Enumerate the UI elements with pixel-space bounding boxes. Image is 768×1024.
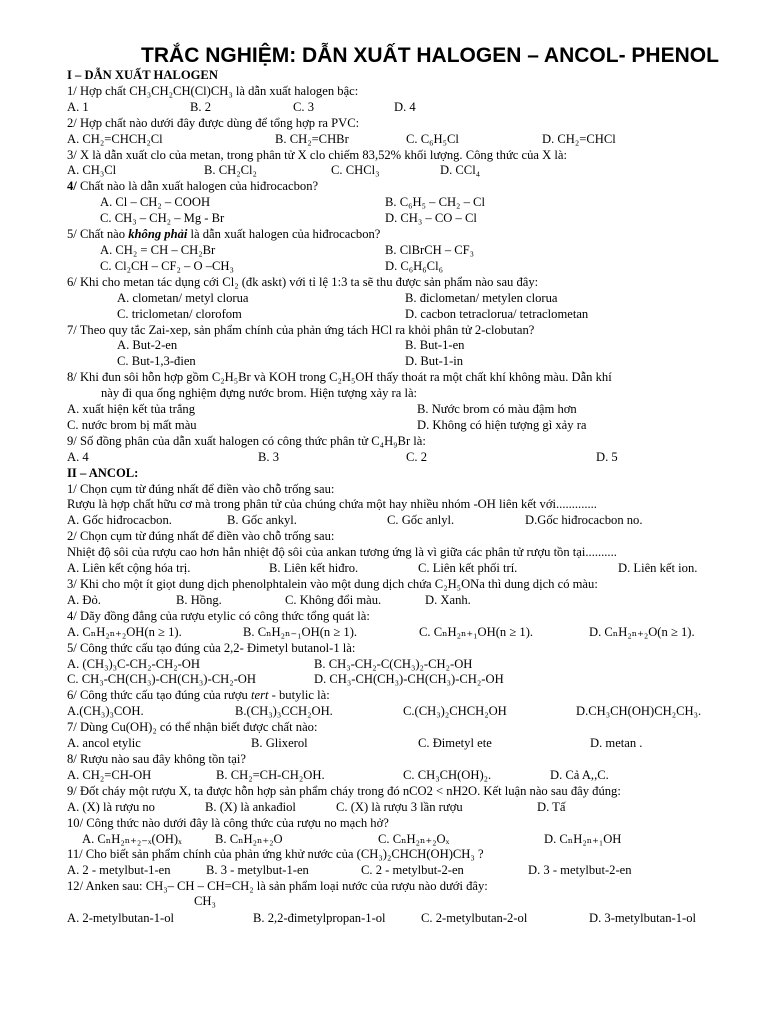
question-text-post: là dẫn xuất halogen của hiđrocacbon? — [187, 227, 381, 242]
answer-b: B. Nước brom có màu đậm hơn — [417, 402, 577, 417]
answer-a: A. Cl – CH₂ – COOH — [100, 195, 211, 210]
answer-c: C. triclometan/ clorofom — [117, 306, 242, 321]
question-a3: 3/ Khi cho một ít giọt dung dịch phenolphtalein vào một dung dịch chứa C₂H₅ONa thì dung dịch có màu: — [67, 577, 598, 591]
answer-b: B. CH₂=CHBr — [275, 131, 349, 146]
answer-d: D. Xanh. — [425, 592, 471, 607]
answers-a5-row2 — [67, 672, 768, 688]
answer-a: A. CH₃Cl — [67, 163, 117, 178]
answer-a: A. clometan/ metyl clorua — [117, 290, 249, 305]
answer-b: B.(CH₃)₃CCH₂OH. — [235, 704, 333, 719]
question-number: 4/ — [67, 179, 77, 194]
answer-b: B. But-1-en — [405, 338, 465, 353]
answers-a6 — [67, 704, 768, 720]
question-7: 7/ Theo quy tắc Zai-xep, sản phẩm chính của phản ứng tách HCl ra khỏi phân tử 2-clobutan? — [67, 322, 535, 337]
answer-c: C. Liên kết phối trí. — [418, 561, 518, 576]
question-a2-cont: Nhiệt độ sôi của rượu cao hơn hẳn nhiệt độ sôi của ankan tương ứng là vì giữa các phân tử rượu tồn tại.......... — [67, 545, 617, 560]
question-text: Chất nào là dẫn xuất halogen của hiđrocacbon? — [76, 179, 319, 194]
answer-c: C. nước brom bị mất màu — [67, 417, 197, 432]
answer-d: D.Gốc hiđrocacbon no. — [525, 513, 643, 528]
answers-q6-row1 — [67, 291, 768, 307]
answers-a8 — [67, 768, 768, 784]
answers-a9 — [67, 800, 768, 816]
answer-d: D.CH₃CH(OH)CH₂CH₃. — [576, 704, 702, 719]
question-a10: 10/ Công thức nào dưới đây là công thức của rượu no mạch hở? — [67, 815, 389, 830]
question-a5: 5/ Công thức cấu tạo đúng của 2,2- Đimetyl butanol-1 là: — [67, 640, 356, 655]
answers-q8-row2 — [67, 418, 768, 434]
answers-q3 — [67, 163, 768, 179]
question-a12-branch: CH₃ — [194, 894, 216, 909]
answer-c: C. 2-metylbutan-2-ol — [421, 911, 528, 926]
answer-a: A. Liên kết cộng hóa trị. — [67, 561, 191, 576]
answers-a10 — [67, 832, 768, 848]
answer-c: C. But-1,3-đien — [117, 354, 196, 369]
question-a11: 11/ Cho biết sản phẩm chính của phản ứng khử nước của (CH₃)₂CHCH(OH)CH₃ ? — [67, 847, 484, 862]
answer-d: D. C₆H₆Cl₆ — [385, 258, 443, 273]
answers-q1 — [67, 100, 768, 116]
answer-b: B. (X) là ankađiol — [205, 799, 296, 814]
answers-q7-row2 — [67, 354, 768, 370]
answer-c: C. Gốc anlyl. — [387, 513, 455, 528]
answer-d: D. CH₃ – CO – Cl — [385, 211, 477, 226]
answers-a2 — [67, 561, 768, 577]
answer-a: A. (CH₃)₃C-CH₂-CH₂-OH — [67, 656, 200, 671]
answer-a: A. (X) là rượu no — [67, 799, 155, 814]
answers-a5-row1 — [67, 657, 768, 673]
answer-a: A. Đỏ. — [67, 592, 101, 607]
answer-b: B. CH₃-CH₂-C(CH₃)₂-CH₂-OH — [314, 656, 473, 671]
answer-d: D. CₙH₂ₙ₊₁OH — [544, 831, 622, 846]
question-a7: 7/ Dùng Cu(OH)₂ có thể nhận biết được chất nào: — [67, 720, 318, 735]
question-8: 8/ Khi đun sôi hỗn hợp gồm C₂H₅Br và KOH trong C₂H₅OH thấy thoát ra một chất khí không màu. Dẫn khí — [67, 370, 612, 385]
answer-b: B. Hồng. — [176, 592, 222, 607]
question-8-cont: này đi qua ống nghiệm đựng nước brom. Hiện tượng xảy ra là: — [101, 386, 418, 401]
answers-q7-row1 — [67, 338, 768, 354]
answers-a11 — [67, 863, 768, 879]
answer-a: A.(CH₃)₃COH. — [67, 704, 144, 719]
answer-d: D. CₙH₂ₙ₊₂O(n ≥ 1). — [589, 624, 695, 639]
question-a1-cont: Rượu là hợp chất hữu cơ mà trong phân tử của chúng chứa một hay nhiều nhóm -OH liên kết với............. — [67, 497, 597, 512]
answers-q9 — [67, 450, 768, 466]
answers-q5-row1 — [67, 243, 768, 259]
answers-a4 — [67, 625, 768, 641]
answer-c: C. C₆H₅Cl — [406, 131, 459, 146]
answer-d: D. CCl₄ — [440, 163, 481, 178]
question-a6 — [67, 688, 768, 704]
answer-a: A. Gốc hiđrocacbon. — [67, 513, 172, 528]
answer-b: B. Liên kết hiđro. — [269, 561, 359, 576]
question-text-post: - butylic là: — [268, 688, 330, 703]
answer-d: D. Cả A,,C. — [550, 767, 609, 782]
answer-b: B. CₙH₂ₙ₊₂O — [215, 831, 283, 846]
question-2: 2/ Hợp chất nào dưới đây được dùng để tổng hợp ra PVC: — [67, 115, 360, 130]
answers-q4-row2 — [67, 211, 768, 227]
answer-d: D. CH₃-CH(CH₃)-CH(CH₃)-CH₂-OH — [314, 672, 504, 687]
section-heading-ancol: II – ANCOL: — [67, 465, 139, 480]
answer-b: B. 2 — [190, 99, 211, 114]
answers-q5-row2 — [67, 259, 768, 275]
answer-c: C. CH₃ – CH₂ – Mg - Br — [100, 211, 225, 226]
answer-d: D. metan . — [590, 736, 643, 751]
answer-b: B. Glixerol — [251, 736, 308, 751]
answer-a: A. CₙH₂ₙ₊₂OH(n ≥ 1). — [67, 624, 182, 639]
answer-c: C. Cl₂CH – CF₂ – O –CH₃ — [100, 258, 234, 273]
question-emphasis: không phải — [128, 227, 188, 242]
answer-a: A. 1 — [67, 99, 89, 114]
answer-b: B. CₙH₂ₙ₋₁OH(n ≥ 1). — [243, 624, 358, 639]
answer-d: D. 3 - metylbut-2-en — [528, 863, 632, 878]
answer-a: A. But-2-en — [117, 338, 178, 353]
page-title: TRẮC NGHIỆM: DẪN XUẤT HALOGEN – ANCOL- PHENOL — [141, 44, 719, 67]
answer-b: B. Gốc ankyl. — [227, 513, 297, 528]
question-1: 1/ Hợp chất CH₃CH₂CH(Cl)CH₃ là dẫn xuất halogen bậc: — [67, 83, 359, 98]
answer-b: B. điclometan/ metylen clorua — [405, 290, 558, 305]
answer-a: A. CH₂=CH-OH — [67, 767, 152, 782]
answer-c: C. CHCl₃ — [331, 163, 380, 178]
question-4 — [67, 179, 768, 195]
question-5 — [67, 227, 768, 243]
answers-q8-row1 — [67, 402, 768, 418]
answer-d: D. 4 — [394, 99, 416, 114]
question-a12: 12/ Anken sau: CH₃– CH – CH=CH₂ là sản phẩm loại nước của rượu nào dưới đây: — [67, 879, 488, 894]
answer-b: B. CH₂=CH-CH₂OH. — [216, 767, 325, 782]
answer-c: C.(CH₃)₂CHCH₂OH — [403, 704, 507, 719]
answer-c: C. 3 — [293, 99, 314, 114]
answer-a: A. 2 - metylbut-1-en — [67, 863, 171, 878]
question-a8: 8/ Rượu nào sau đây không tồn tại? — [67, 751, 246, 766]
answers-q4-row1 — [67, 195, 768, 211]
answer-c: C. Đimetyl ete — [418, 736, 492, 751]
question-9: 9/ Số đồng phân của dẫn xuất halogen có công thức phân tử C₄H₉Br là: — [67, 433, 426, 448]
answer-b: B. 3 — [258, 449, 279, 464]
answer-d: D. 3-metylbutan-1-ol — [589, 911, 697, 926]
answer-b: B. ClBrCH – CF₃ — [385, 242, 475, 257]
answer-c: C. CH₃CH(OH)₂. — [403, 767, 492, 782]
answer-a: A. CH₂ = CH – CH₂Br — [100, 242, 216, 257]
question-italic: tert — [251, 688, 269, 703]
answer-d: D. But-1-in — [405, 354, 464, 369]
answer-a: A. xuất hiện kết tủa trắng — [67, 402, 195, 417]
answer-c: C. CₙH₂ₙ₊₂Oₓ — [378, 831, 450, 846]
answer-d: D. CH₂=CHCl — [542, 131, 616, 146]
question-text-pre: 5/ Chất nào — [67, 227, 129, 242]
answers-a12 — [67, 911, 768, 927]
answers-a3 — [67, 593, 768, 609]
answer-c: C. CH₃-CH(CH₃)-CH(CH₃)-CH₂-OH — [67, 672, 256, 687]
section-heading-halogen: I – DẪN XUẤT HALOGEN — [67, 68, 218, 82]
answer-b: B. C₆H₅ – CH₂ – Cl — [385, 195, 485, 210]
answer-d: D. Liên kết ion. — [618, 561, 698, 576]
question-a1: 1/ Chọn cụm từ đúng nhất để điền vào chỗ trống sau: — [67, 481, 335, 496]
answer-a: A. 4 — [67, 449, 89, 464]
answer-b: B. CH₂Cl₂ — [204, 163, 257, 178]
answer-c: C. (X) là rượu 3 lần rượu — [336, 799, 463, 814]
answer-b: B. 3 - metylbut-1-en — [206, 863, 309, 878]
question-a9: 9/ Đốt cháy một rượu X, ta được hỗn hợp sản phẩm cháy trong đó nCO2 < nH2O. Kết luận nào sau đây đúng: — [67, 783, 621, 798]
answers-a7 — [67, 736, 768, 752]
answer-a: A. CₙH₂ₙ₊₂₋ₓ(OH)ₓ — [82, 831, 182, 846]
answer-d: D. Không có hiện tượng gì xảy ra — [417, 417, 587, 432]
question-a2: 2/ Chọn cụm từ đúng nhất để điền vào chỗ trống sau: — [67, 529, 335, 544]
question-text-pre: 6/ Công thức cấu tạo đúng của rượu — [67, 688, 251, 703]
answer-a: A. 2-metylbutan-1-ol — [67, 911, 175, 926]
answer-c: C. 2 - metylbut-2-en — [361, 863, 464, 878]
question-3: 3/ X là dẫn xuất clo của metan, trong phân tử X clo chiếm 83,52% khối lượng. Công thức của X là: — [67, 147, 567, 162]
answer-b: B. 2,2-đimetylpropan-1-ol — [253, 911, 386, 926]
answers-q6-row2 — [67, 307, 768, 323]
answers-q2 — [67, 132, 768, 148]
answer-c: C. 2 — [406, 449, 427, 464]
answer-d: D. 5 — [596, 449, 618, 464]
question-a4: 4/ Dãy đồng đẳng của rượu etylic có công thức tổng quát là: — [67, 608, 370, 623]
answer-d: D. cacbon tetraclorua/ tetraclometan — [405, 306, 589, 321]
answer-d: D. Tấ — [537, 799, 566, 814]
question-6: 6/ Khi cho metan tác dụng cới Cl₂ (đk askt) với tỉ lệ 1:3 ta sẽ thu được sản phẩm nào sau đây: — [67, 274, 539, 289]
answer-a: A. ancol etylic — [67, 736, 141, 751]
answer-c: C. Không đổi màu. — [285, 592, 382, 607]
answers-a1 — [67, 513, 768, 529]
answer-a: A. CH₂=CHCH₂Cl — [67, 131, 163, 146]
answer-c: C. CₙH₂ₙ₊₁OH(n ≥ 1). — [419, 624, 534, 639]
